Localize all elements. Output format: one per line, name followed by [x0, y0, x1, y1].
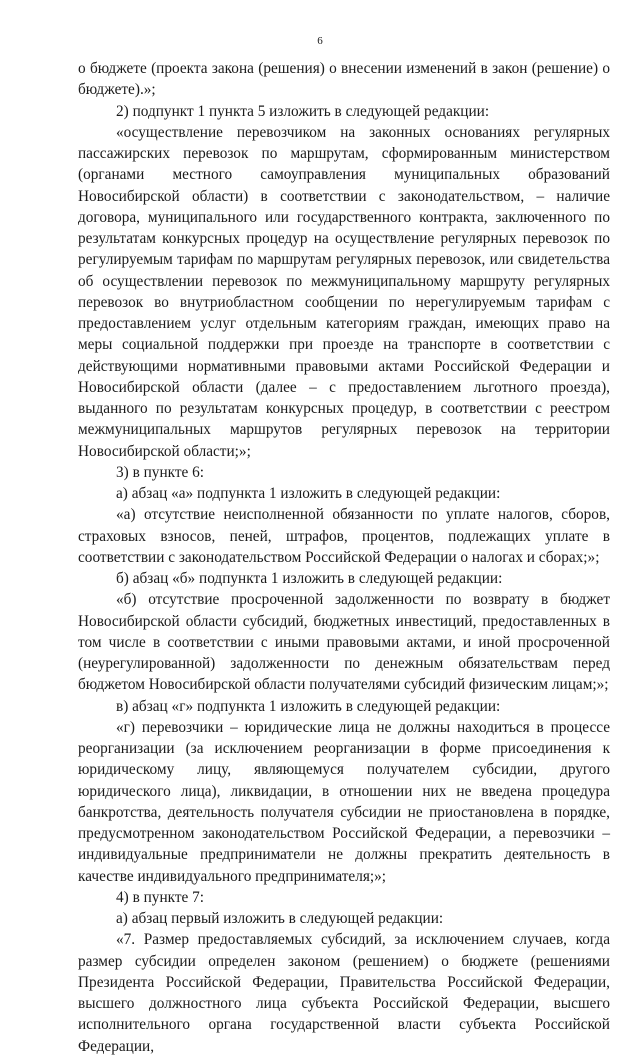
paragraph-item-4a-text: «7. Размер предоставляемых субсидий, за исключением случаев, когда размер субсидии определен законом (решением) о бюджете (решениями Президента Российской Федерации, Правительства Российской Федерации, высшего должностного лица субъекта Российской Федерации, высшего исполнительного органа государственной власти субъекта Российской Федерации,: [78, 931, 610, 1055]
paragraph-item-3b-text: «б) отсутствие просроченной задолженности по возврату в бюджет Новосибирской области субсидий, бюджетных инвестиций, предоставленных в том числе в соответствии с иными правовыми актами, и иной просроченной (неурегулированной) задолженности по денежным обязательствам перед бюджетом Новосибирской области получателями субсидий физическим лицам;»;: [78, 591, 610, 694]
paragraph-item-2-text: «осуществление перевозчиком на законных основаниях регулярных пассажирских перевозок по маршрутам, сформированным министерством (органами местного самоуправления муниципальных образований Новосибирской области) в соответствии с законодательством, – наличие договора, муниципального или государственного контракта, заключенного по результатам конкурсных процедур на осуществление регулярных перевозок по регулируемым тарифам по маршрутам регулярных перевозок, или свидетельства об осуществлении перевозок по межмуниципальному маршруту регулярных перевозок во внутриобластном сообщении по нерегулируемым тарифам с предоставлением услуг отдельным категориям граждан, имеющих право на меры социальной поддержки при проезде на транспорте в соответствии с действующими нормативными правовыми актами Российской Федерации и Новосибирской области (далее – с предоставлением льготного проезда), выданного по результатам конкурсных процедур, в соответствии с реестром межмуниципальных маршрутов регулярных перевозок на территории Новосибирской области;»;: [78, 123, 610, 460]
paragraph-item-3: 3) в пункте 6:: [116, 463, 205, 481]
paragraph-item-3a-text: «а) отсутствие неисполненной обязанности по уплате налогов, сборов, страховых взносов, пеней, штрафов, процентов, подлежащих уплате в соответствии с законодательством Российской Федерации о налогах и сборах;»;: [78, 506, 610, 566]
page-number: 6: [317, 35, 323, 47]
paragraph-item-3v-text: «г) перевозчики – юридические лица не должны находиться в процессе реорганизации (за исключением реорганизации в форме присоединения к юридическому лицу, являющемуся получателем субсидии, другого юридического лица), ликвидации, в отношении них не введена процедура банкротства, деятельность получателя субсидии не приостановлена в порядке, предусмотренном законодательством Российской Федерации, а перевозчики – индивидуальные предприниматели не должны прекратить деятельность в качестве индивидуального предпринимателя;»;: [78, 718, 610, 885]
paragraph-item-4: 4) в пункте 7:: [116, 888, 205, 906]
document-body: [78, 58, 610, 1057]
paragraph-budget-continuation: о бюджете (проекта закона (решения) о внесении изменений в закон (решение) о бюджете).»;: [78, 60, 610, 99]
paragraph-item-3a: а) абзац «а» подпункта 1 изложить в следующей редакции:: [116, 485, 501, 502]
paragraph-item-2: 2) подпункт 1 пункта 5 изложить в следующей редакции:: [116, 102, 490, 120]
paragraph-item-4a: а) абзац первый изложить в следующей редакции:: [116, 910, 444, 927]
paragraph-item-3v: в) абзац «г» подпункта 1 изложить в следующей редакции:: [116, 697, 501, 715]
paragraph-item-3b: б) абзац «б» подпункта 1 изложить в следующей редакции:: [116, 570, 503, 587]
